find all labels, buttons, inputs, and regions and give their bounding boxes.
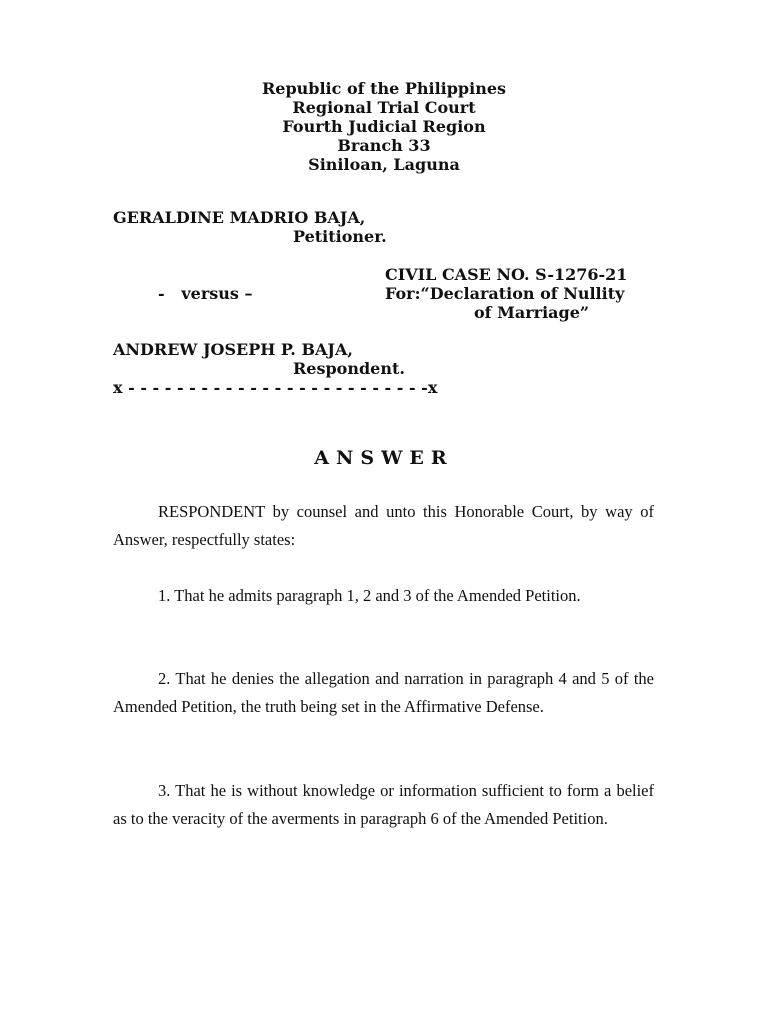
header-republic: Republic of the Philippines — [261, 79, 507, 98]
versus-label: - versus – — [158, 284, 253, 303]
intro-paragraph — [113, 498, 654, 554]
header-court: Regional Trial Court — [292, 98, 476, 117]
paragraph-3-text: 3. That he is without knowledge or information sufficient to form a belief as to the veracity of the averments in paragraph 6 of the Amended Petition. — [113, 781, 654, 828]
petitioner-role: Petitioner. — [293, 227, 387, 246]
case-nature-line1: For:“Declaration of Nullity — [385, 284, 625, 303]
header-region: Fourth Judicial Region — [282, 117, 486, 136]
intro-text: RESPONDENT by counsel and unto this Honorable Court, by way of Answer, respectfully states: — [113, 502, 654, 549]
respondent-name: ANDREW JOSEPH P. BAJA, — [113, 340, 353, 359]
respondent-role: Respondent. — [293, 359, 405, 378]
paragraph-2 — [113, 665, 654, 721]
header-branch: Branch 33 — [337, 136, 431, 155]
header-location: Siniloan, Laguna — [308, 155, 460, 174]
document-title: ANSWER — [314, 447, 454, 469]
caption-separator: x - - - - - - - - - - - - - - - - - - - - - - - - -x — [113, 378, 438, 397]
paragraph-3 — [113, 777, 654, 833]
paragraph-2-text: 2. That he denies the allegation and narration in paragraph 4 and 5 of the Amended Petition, the truth being set in the Affirmative Defense. — [113, 669, 654, 716]
paragraph-1-text: 1. That he admits paragraph 1, 2 and 3 of the Amended Petition. — [158, 586, 581, 605]
case-nature-line2: of Marriage” — [474, 303, 590, 322]
case-number: CIVIL CASE NO. S-1276-21 — [385, 265, 628, 284]
paragraph-1 — [113, 582, 654, 610]
court-header — [0, 79, 768, 174]
petitioner-name: GERALDINE MADRIO BAJA, — [113, 208, 366, 227]
